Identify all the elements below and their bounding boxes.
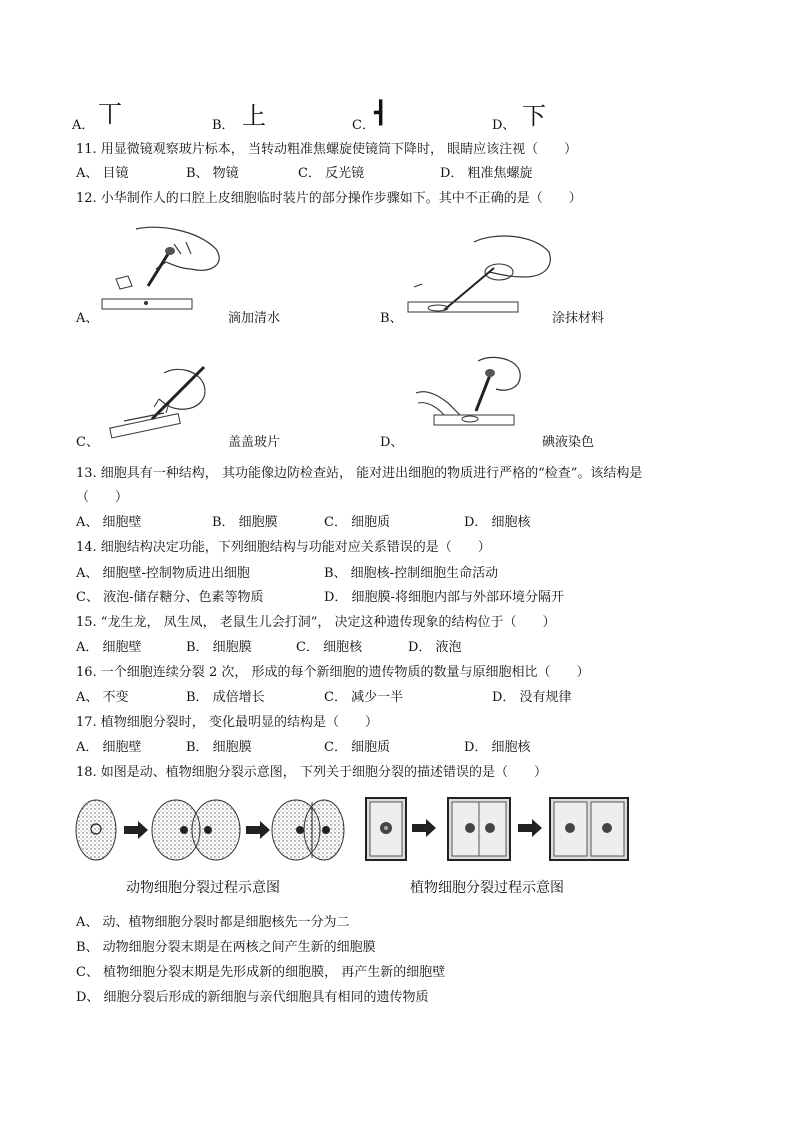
- q15-option-b[interactable]: B． 细胞膜: [186, 640, 252, 655]
- q13-option-a[interactable]: A、 细胞壁: [76, 515, 142, 530]
- q12-option-a-illustration: [96, 224, 236, 324]
- q10-option-c-label[interactable]: C．: [352, 118, 375, 133]
- plant-figure-caption: 植物细胞分裂过程示意图: [410, 880, 564, 896]
- q12-option-a-caption: 滴加清水: [228, 311, 281, 326]
- q13-stem-line2: （ ）: [76, 490, 129, 505]
- q11-option-c[interactable]: C． 反光镜: [298, 166, 365, 181]
- q16-option-a[interactable]: A、 不变: [76, 690, 129, 705]
- q12-option-d-caption: 碘液染色: [542, 435, 595, 450]
- q13-stem-line1: 13. 细胞具有一种结构， 其功能像边防检查站， 能对进出细胞的物质进行严格的“检查”。该结构是: [76, 466, 643, 481]
- q12-option-b-illustration: [404, 232, 554, 322]
- q16-option-d[interactable]: D． 没有规律: [492, 690, 572, 705]
- animal-cell-division-figure: [74, 796, 346, 864]
- q16-stem: 16. 一个细胞连续分裂 2 次， 形成的每个新细胞的遗传物质的数量与原细胞相比（ ）: [76, 665, 590, 680]
- q12-option-c-label[interactable]: C、: [76, 435, 99, 450]
- q14-option-c[interactable]: C、 液泡-储存糖分、色素等物质: [76, 590, 264, 605]
- q11-stem: 11. 用显微镜观察玻片标本， 当转动粗准焦螺旋使镜筒下降时， 眼睛应该注视（ ）: [76, 142, 578, 157]
- q14-option-d[interactable]: D． 细胞膜-将细胞内部与外部环境分隔开: [324, 590, 564, 605]
- q18-option-b[interactable]: B、 动物细胞分裂末期是在两核之间产生新的细胞膜: [76, 940, 376, 955]
- q14-stem: 14. 细胞结构决定功能，下列细胞结构与功能对应关系错误的是（ ）: [76, 540, 491, 555]
- q12-option-a-label[interactable]: A、: [76, 311, 99, 326]
- q15-option-a[interactable]: A． 细胞壁: [76, 640, 142, 655]
- q16-option-b[interactable]: B． 成倍增长: [186, 690, 265, 705]
- q10-option-a-glyph: 丅: [98, 100, 122, 128]
- q12-option-b-caption: 涂抹材料: [552, 311, 605, 326]
- plant-cell-division-figure: [362, 794, 632, 866]
- q11-option-b[interactable]: B、 物镜: [186, 166, 239, 181]
- q18-option-c[interactable]: C、 植物细胞分裂末期是先形成新的细胞膜， 再产生新的细胞壁: [76, 965, 446, 980]
- q14-option-b[interactable]: B、 细胞核-控制细胞生命活动: [324, 566, 499, 581]
- q12-option-d-label[interactable]: D、: [380, 435, 404, 450]
- q11-option-d[interactable]: D． 粗准焦螺旋: [440, 166, 533, 181]
- q10-option-d-label[interactable]: D、: [492, 118, 516, 133]
- q12-option-d-illustration: [408, 353, 528, 443]
- q10-option-c-glyph: ┫: [374, 101, 388, 126]
- animal-figure-caption: 动物细胞分裂过程示意图: [126, 880, 280, 896]
- q15-option-c[interactable]: C． 细胞核: [296, 640, 363, 655]
- q11-option-a[interactable]: A、 目镜: [76, 166, 129, 181]
- q14-option-a[interactable]: A、 细胞壁-控制物质进出细胞: [76, 566, 250, 581]
- q17-stem: 17. 植物细胞分裂时， 变化最明显的结构是（ ）: [76, 715, 378, 730]
- q15-stem: 15. “龙生龙， 凤生凤， 老鼠生儿会打洞”， 决定这种遗传现象的结构位于（ ）: [76, 615, 556, 630]
- q12-option-b-label[interactable]: B、: [380, 311, 403, 326]
- q17-option-b[interactable]: B． 细胞膜: [186, 740, 252, 755]
- q17-option-d[interactable]: D． 细胞核: [464, 740, 531, 755]
- q17-option-a[interactable]: A． 细胞壁: [76, 740, 142, 755]
- q13-option-d[interactable]: D． 细胞核: [464, 515, 531, 530]
- q12-option-c-illustration: [104, 363, 214, 443]
- q13-option-c[interactable]: C． 细胞质: [324, 515, 391, 530]
- q18-option-a[interactable]: A、 动、植物细胞分裂时都是细胞核先一分为二: [76, 915, 350, 930]
- q18-stem: 18. 如图是动、植物细胞分裂示意图， 下列关于细胞分裂的描述错误的是（ ）: [76, 765, 547, 780]
- q12-option-c-caption: 盖盖玻片: [228, 435, 281, 450]
- q10-option-b-label[interactable]: B．: [212, 118, 235, 133]
- q18-option-d[interactable]: D、 细胞分裂后形成的新细胞与亲代细胞具有相同的遗传物质: [76, 990, 429, 1005]
- q10-option-b-glyph: 上: [242, 102, 266, 130]
- q17-option-c[interactable]: C． 细胞质: [324, 740, 391, 755]
- q16-option-c[interactable]: C． 减少一半: [324, 690, 404, 705]
- q10-option-a-label[interactable]: A．: [72, 118, 95, 133]
- q12-stem: 12. 小华制作人的口腔上皮细胞临时装片的部分操作步骤如下。其中不正确的是（ ）: [76, 191, 582, 206]
- q10-option-d-glyph: 下: [522, 102, 546, 130]
- q15-option-d[interactable]: D． 液泡: [408, 640, 462, 655]
- q13-option-b[interactable]: B． 细胞膜: [212, 515, 278, 530]
